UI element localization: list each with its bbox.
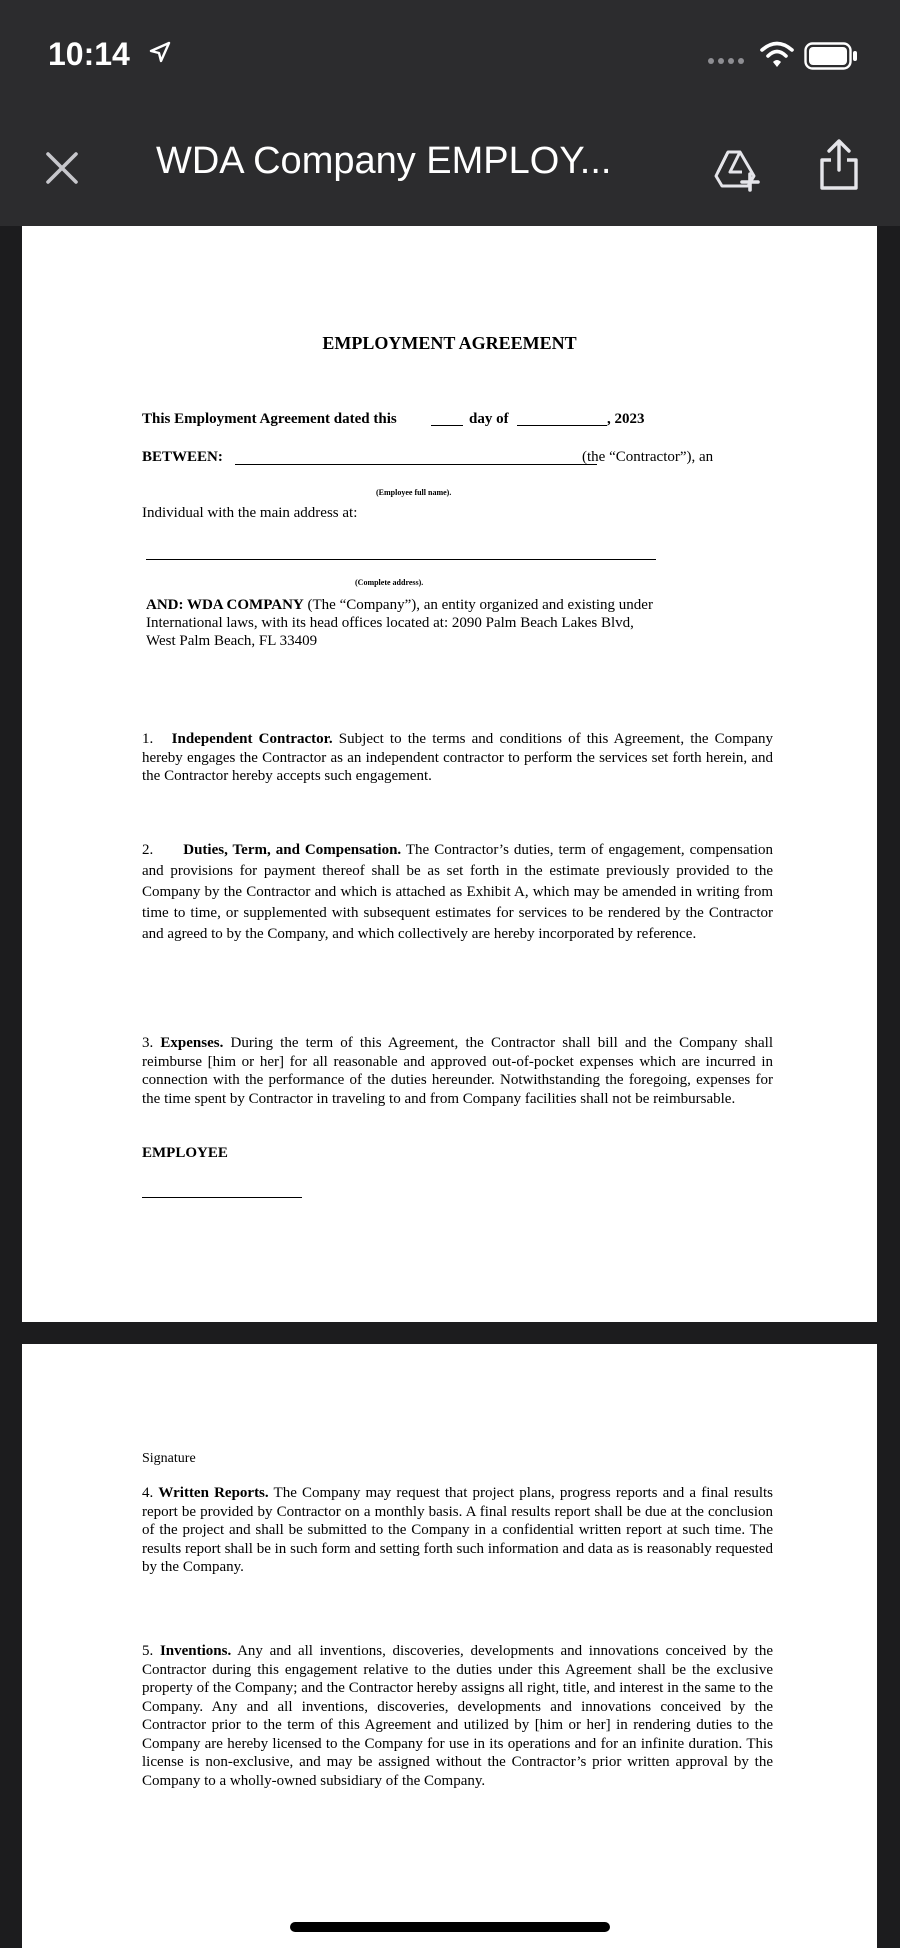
between-label: BETWEEN:: [142, 449, 223, 465]
status-bar: [0, 0, 900, 110]
viewer-toolbar: [0, 110, 900, 226]
dated-line-text: This Employment Agreement dated this: [142, 411, 397, 427]
individual-address-text: Individual with the main address at:: [142, 505, 358, 521]
cellular-signal-icon: [708, 58, 744, 64]
location-arrow-icon: [148, 40, 172, 64]
section-2: [142, 840, 773, 945]
employee-name-blank: [235, 464, 597, 465]
address-blank: [146, 559, 656, 560]
section-5-heading: Inventions.: [159, 1643, 232, 1659]
employee-label: EMPLOYEE: [142, 1145, 228, 1161]
company-line-1: [146, 596, 653, 615]
section-3: [142, 1034, 773, 1108]
agreement-title: EMPLOYMENT AGREEMENT: [322, 333, 577, 353]
share-icon[interactable]: [816, 138, 862, 192]
home-indicator[interactable]: [290, 1922, 610, 1932]
employee-name-caption: (Employee full name).: [376, 488, 452, 497]
section-3-text: During the term of this Agreement, the Contractor shall bill and the Company shall reimburse [him or her] for all reasonable and approved out-of-pocket expenses which are incurred in connection with the performance of the duties hereunder. Notwithstanding the foregoing, expenses for the time spent by Contractor in traveling to and from Company facilities shall not be reimbursable.: [142, 1035, 773, 1107]
address-caption: (Complete address).: [355, 578, 424, 587]
section-4-number: 4.: [142, 1485, 154, 1501]
battery-icon: [804, 42, 858, 70]
employee-signature-blank: [142, 1197, 302, 1198]
section-5-number: 5.: [142, 1643, 154, 1659]
signature-label: Signature: [142, 1451, 196, 1466]
company-line-2: International laws, with its head offices located at: 2090 Palm Beach Lakes Blvd,: [146, 615, 634, 631]
section-1-number: 1.: [142, 731, 154, 747]
section-5-text: Any and all inventions, discoveries, developments and innovations conceived by the Contractor during this engagement relative to the duties under this Agreement shall be the exclusive property of the Company; and the Contractor hereby assigns all right, title, and interest in the same to the Company. Any and all inventions, discoveries, developments and innovations conceived by the Contractor prior to the term of this Agreement and utilized by [him or her] in rendering duties to the Company are hereby licensed to the Company for use in its operations and for an infinite duration. This license is non-exclusive, and may be assigned without the Contractor’s prior written approval by the Company to a wholly-owned subsidiary of the Company.: [142, 1643, 773, 1789]
company-line-3: West Palm Beach, FL 33409: [146, 633, 318, 649]
section-4-text: The Company may request that project plans, progress reports and a final results report be provided by Contractor on a monthly basis. A final results report shall be due at the conclusion of the project and shall be submitted to the Company in a confidential written report at such time. The results report shall be in such form and setting forth such information and data as is reasonably requested by the Company.: [142, 1485, 773, 1575]
section-1-heading: Independent Contractor.: [171, 731, 333, 747]
add-to-drive-icon[interactable]: [712, 144, 760, 192]
year-text: , 2023: [607, 411, 645, 427]
section-3-number: 3.: [142, 1035, 154, 1051]
wifi-icon: [760, 40, 794, 68]
company-name: AND: WDA COMPANY: [146, 597, 304, 613]
section-1: [142, 730, 773, 786]
section-5: [142, 1642, 773, 1790]
section-2-heading: Duties, Term, and Compensation.: [183, 842, 402, 858]
document-viewer[interactable]: [0, 226, 900, 1948]
section-2-text: The Contractor’s duties, term of engagement, compensation and provisions for payment thereof shall be as set forth in the estimate previously provided to the Company by the Contractor and which is attached as Exhibit A, which may be amended in writing from time to time, or supplemented with subsequent estimates for services to be rendered by the Contractor and agreed to by the Company, and which collectively are hereby incorporated by reference.: [142, 842, 773, 942]
close-icon[interactable]: [42, 148, 82, 188]
date-month-blank: [517, 425, 607, 426]
section-4-heading: Written Reports.: [158, 1485, 269, 1501]
status-time: 10:14: [48, 36, 130, 72]
document-page-1: [22, 226, 877, 1322]
section-1-text: Subject to the terms and conditions of this Agreement, the Company hereby engages the Contractor as an independent contractor to perform the services set forth herein, and the Contractor hereby accepts such engagement.: [142, 731, 773, 784]
date-day-blank: [431, 425, 463, 426]
document-page-2: [22, 1344, 877, 1948]
day-of-text: day of: [469, 411, 509, 427]
section-3-heading: Expenses.: [160, 1035, 224, 1051]
document-title: WDA Company EMPLOY...: [156, 140, 612, 182]
contractor-suffix: (the “Contractor”), an: [582, 449, 714, 465]
section-4: [142, 1484, 773, 1577]
company-line-1-rest: (The “Company”), an entity organized and existing under: [303, 597, 653, 613]
section-2-number: 2.: [142, 842, 154, 858]
